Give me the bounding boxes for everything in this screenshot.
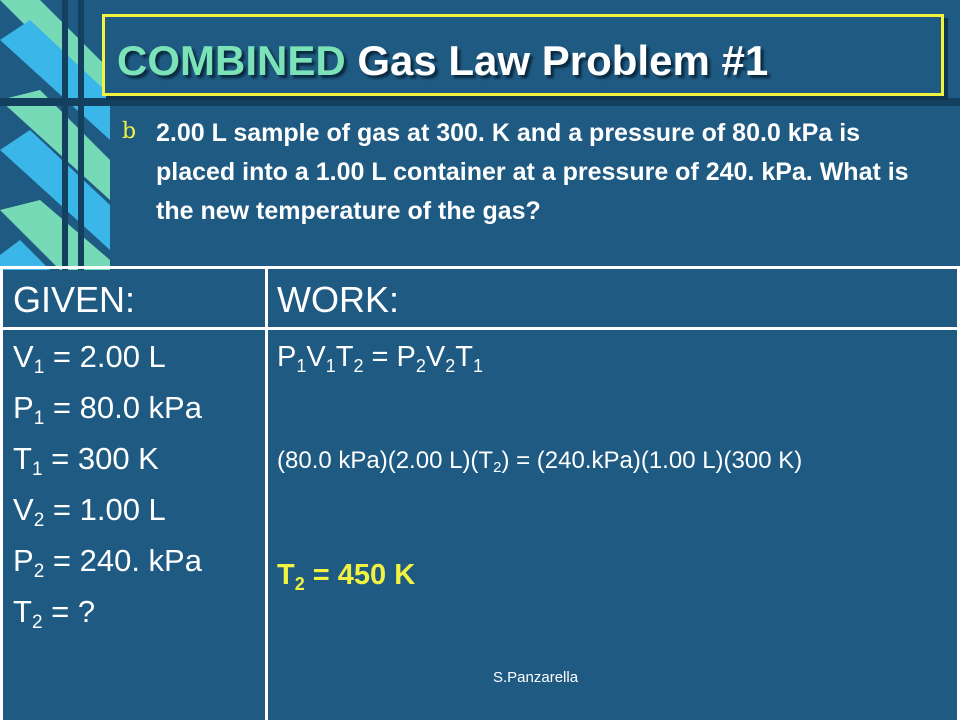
given-item: $T_1 = 300$ K	[13, 441, 159, 480]
decorative-vertical-line	[78, 0, 84, 270]
title-box	[102, 14, 944, 96]
header-divider	[3, 327, 960, 330]
column-divider	[265, 269, 268, 720]
given-list	[13, 337, 202, 643]
substitution-equation: (80.0 kPa)(2.00 $L)(T_2) = (240.kPa)(1.00$ L)(300 K)	[277, 447, 803, 476]
title-highlight: COMBINED	[117, 37, 346, 84]
decorative-ribbon	[0, 0, 110, 270]
given-item: $T_2$ = ?	[13, 594, 96, 633]
answer: $T_2 = 450$ K	[277, 559, 416, 594]
author-credit: S.Panzarella	[493, 669, 579, 686]
decorative-vertical-line	[62, 0, 68, 270]
given-header: GIVEN:	[13, 279, 136, 320]
solution-table	[0, 266, 960, 720]
slide-title	[117, 37, 768, 85]
work-header: WORK:	[277, 279, 399, 320]
given-item: $P_1 = 80.0$ kPa	[13, 390, 202, 429]
decorative-horizontal-bar	[0, 98, 960, 106]
given-item: $V_1 = 2.00$ L	[13, 339, 166, 378]
given-item: $V_2 = 1.00$ L	[13, 492, 166, 531]
combined-gas-law-equation: $P_1V_1T_2 = P_2V_2T_1$	[277, 341, 483, 376]
problem-statement: 2.00 L sample of gas at 300. K and a pressure of 80.0 kPa is placed into a 1.00 L container at a pressure of 240. kPa. What is the new temperature of the gas?	[156, 119, 909, 225]
title-rest: Gas Law Problem #1	[345, 37, 769, 84]
given-item: $P_2 = 240$. kPa	[13, 543, 202, 582]
bullet-icon: b	[122, 119, 137, 144]
